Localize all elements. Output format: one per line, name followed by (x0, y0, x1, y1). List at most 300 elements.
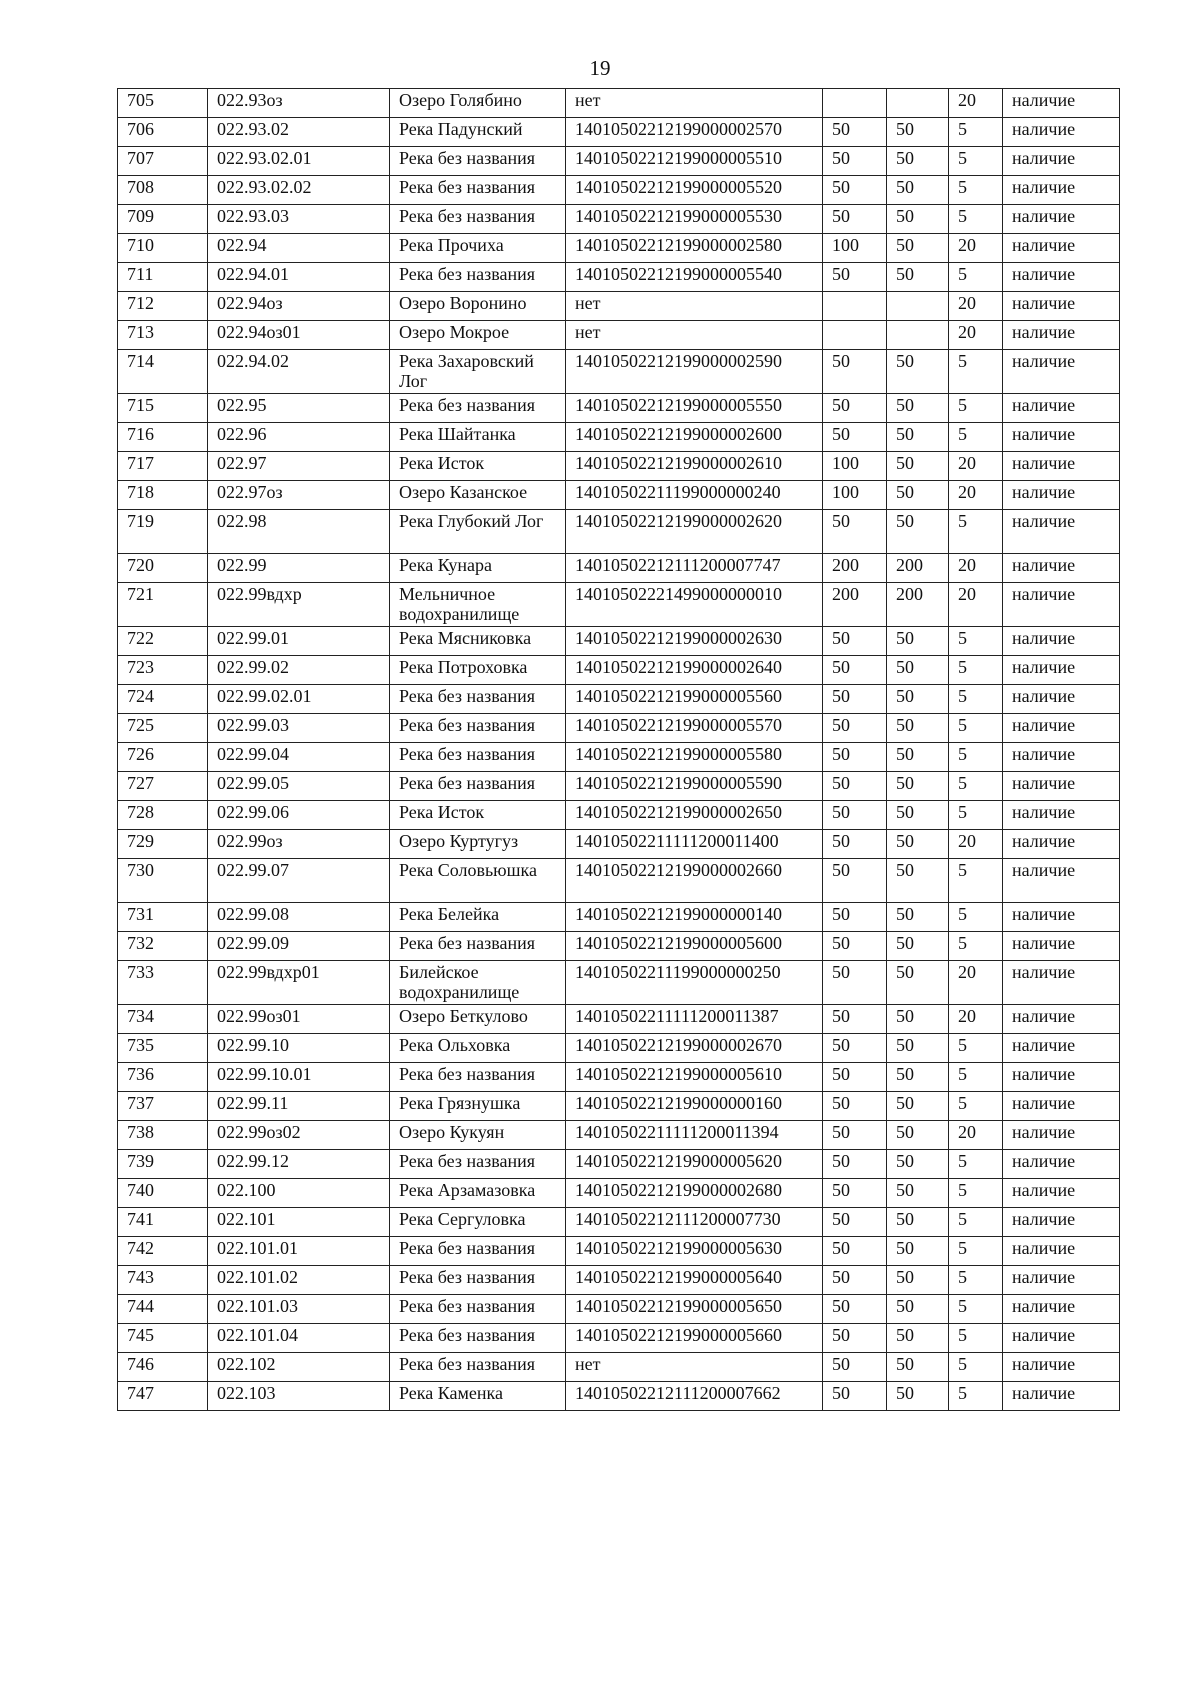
code-cell: 022.94оз01 (208, 321, 390, 350)
status-cell: наличие (1003, 176, 1120, 205)
value-c-cell: 20 (949, 452, 1003, 481)
status-cell: наличие (1003, 118, 1120, 147)
code-cell: 022.99 (208, 554, 390, 583)
registry-code-cell: 14010502212199000002580 (566, 234, 823, 263)
status-cell: наличие (1003, 292, 1120, 321)
value-c-cell: 5 (949, 772, 1003, 801)
row-number-cell: 732 (118, 932, 208, 961)
row-number-cell: 746 (118, 1353, 208, 1382)
value-c-cell: 5 (949, 714, 1003, 743)
row-number-cell: 713 (118, 321, 208, 350)
value-c-cell: 5 (949, 627, 1003, 656)
registry-code-cell: 14010502212199000002590 (566, 350, 823, 394)
code-cell: 022.103 (208, 1382, 390, 1411)
table-row (118, 1005, 1120, 1034)
registry-code-cell: нет (566, 1353, 823, 1382)
status-cell: наличие (1003, 743, 1120, 772)
registry-code-cell: 14010502212199000005660 (566, 1324, 823, 1353)
name-cell: Река без названия (390, 772, 566, 801)
code-cell: 022.95 (208, 394, 390, 423)
value-c-cell: 5 (949, 1208, 1003, 1237)
row-number-cell: 740 (118, 1179, 208, 1208)
status-cell: наличие (1003, 772, 1120, 801)
status-cell: наличие (1003, 859, 1120, 903)
value-b-cell: 50 (887, 263, 949, 292)
status-cell: наличие (1003, 1382, 1120, 1411)
code-cell: 022.99оз01 (208, 1005, 390, 1034)
value-a-cell: 50 (823, 685, 887, 714)
name-cell: Река Соловьюшка (390, 859, 566, 903)
table-row (118, 1063, 1120, 1092)
registry-code-cell: 14010502212199000005530 (566, 205, 823, 234)
name-cell: Река без названия (390, 1266, 566, 1295)
row-number-cell: 743 (118, 1266, 208, 1295)
value-c-cell: 5 (949, 147, 1003, 176)
name-cell: Река Каменка (390, 1382, 566, 1411)
value-b-cell: 50 (887, 1295, 949, 1324)
value-b-cell: 50 (887, 1150, 949, 1179)
value-b-cell (887, 292, 949, 321)
table-row (118, 263, 1120, 292)
registry-code-cell: 14010502212111200007747 (566, 554, 823, 583)
value-a-cell: 50 (823, 801, 887, 830)
code-cell: 022.99.05 (208, 772, 390, 801)
value-b-cell: 50 (887, 743, 949, 772)
row-number-cell: 721 (118, 583, 208, 627)
value-a-cell: 50 (823, 1063, 887, 1092)
value-c-cell: 5 (949, 656, 1003, 685)
code-cell: 022.97оз (208, 481, 390, 510)
table-row (118, 903, 1120, 932)
row-number-cell: 709 (118, 205, 208, 234)
table-row (118, 932, 1120, 961)
name-cell: Озеро Воронино (390, 292, 566, 321)
registry-code-cell: 14010502211111200011400 (566, 830, 823, 859)
table-row (118, 147, 1120, 176)
value-c-cell: 5 (949, 1034, 1003, 1063)
value-c-cell: 20 (949, 481, 1003, 510)
value-a-cell: 50 (823, 714, 887, 743)
value-a-cell: 50 (823, 932, 887, 961)
value-c-cell: 20 (949, 830, 1003, 859)
value-c-cell: 20 (949, 554, 1003, 583)
status-cell: наличие (1003, 234, 1120, 263)
registry-code-cell: 14010502212111200007730 (566, 1208, 823, 1237)
name-cell: Река без названия (390, 205, 566, 234)
status-cell: наличие (1003, 627, 1120, 656)
name-cell: Озеро Беткулово (390, 1005, 566, 1034)
name-cell: Река Ольховка (390, 1034, 566, 1063)
value-a-cell: 200 (823, 583, 887, 627)
table-row (118, 510, 1120, 554)
code-cell: 022.99.03 (208, 714, 390, 743)
status-cell: наличие (1003, 1063, 1120, 1092)
name-cell: Мельничное водохранилище (390, 583, 566, 627)
code-cell: 022.101.02 (208, 1266, 390, 1295)
code-cell: 022.99.04 (208, 743, 390, 772)
name-cell: Билейское водохранилище (390, 961, 566, 1005)
value-c-cell: 5 (949, 118, 1003, 147)
row-number-cell: 727 (118, 772, 208, 801)
value-b-cell: 50 (887, 510, 949, 554)
code-cell: 022.99.10 (208, 1034, 390, 1063)
value-b-cell: 50 (887, 1208, 949, 1237)
value-c-cell: 20 (949, 321, 1003, 350)
code-cell: 022.100 (208, 1179, 390, 1208)
value-c-cell: 5 (949, 423, 1003, 452)
value-c-cell: 5 (949, 350, 1003, 394)
value-b-cell: 50 (887, 1063, 949, 1092)
registry-code-cell: 14010502212199000005540 (566, 263, 823, 292)
value-a-cell: 50 (823, 1150, 887, 1179)
name-cell: Река Грязнушка (390, 1092, 566, 1121)
registry-code-cell: 14010502212199000005630 (566, 1237, 823, 1266)
registry-code-cell: 14010502212199000002610 (566, 452, 823, 481)
value-a-cell (823, 89, 887, 118)
table-row (118, 961, 1120, 1005)
name-cell: Река Захаровский Лог (390, 350, 566, 394)
name-cell: Река без названия (390, 1237, 566, 1266)
value-b-cell: 50 (887, 147, 949, 176)
code-cell: 022.94.02 (208, 350, 390, 394)
registry-code-cell: 14010502212199000002600 (566, 423, 823, 452)
status-cell: наличие (1003, 321, 1120, 350)
table-row (118, 583, 1120, 627)
value-a-cell: 50 (823, 1295, 887, 1324)
status-cell: наличие (1003, 263, 1120, 292)
value-c-cell: 5 (949, 685, 1003, 714)
code-cell: 022.99.07 (208, 859, 390, 903)
table-row (118, 554, 1120, 583)
name-cell: Река без названия (390, 394, 566, 423)
registry-code-cell: 14010502211111200011387 (566, 1005, 823, 1034)
value-c-cell: 5 (949, 394, 1003, 423)
code-cell: 022.99вдхр01 (208, 961, 390, 1005)
code-cell: 022.99.12 (208, 1150, 390, 1179)
name-cell: Озеро Голябино (390, 89, 566, 118)
value-c-cell: 5 (949, 903, 1003, 932)
value-c-cell: 5 (949, 1063, 1003, 1092)
registry-code-cell: 14010502212199000005560 (566, 685, 823, 714)
value-a-cell: 50 (823, 263, 887, 292)
value-c-cell: 5 (949, 1382, 1003, 1411)
row-number-cell: 741 (118, 1208, 208, 1237)
value-c-cell: 5 (949, 176, 1003, 205)
table-row (118, 1382, 1120, 1411)
row-number-cell: 723 (118, 656, 208, 685)
status-cell: наличие (1003, 1208, 1120, 1237)
code-cell: 022.99.10.01 (208, 1063, 390, 1092)
name-cell: Река Исток (390, 801, 566, 830)
value-b-cell: 50 (887, 205, 949, 234)
status-cell: наличие (1003, 205, 1120, 234)
value-a-cell: 50 (823, 772, 887, 801)
code-cell: 022.93.03 (208, 205, 390, 234)
value-a-cell: 50 (823, 1034, 887, 1063)
table-row (118, 452, 1120, 481)
status-cell: наличие (1003, 583, 1120, 627)
registry-code-cell: 14010502211199000000250 (566, 961, 823, 1005)
table-row (118, 1266, 1120, 1295)
table-row (118, 1295, 1120, 1324)
status-cell: наличие (1003, 350, 1120, 394)
table-row (118, 830, 1120, 859)
value-a-cell: 100 (823, 234, 887, 263)
value-a-cell: 50 (823, 1237, 887, 1266)
value-a-cell: 100 (823, 481, 887, 510)
code-cell: 022.101.01 (208, 1237, 390, 1266)
value-b-cell: 50 (887, 830, 949, 859)
row-number-cell: 711 (118, 263, 208, 292)
value-b-cell: 50 (887, 859, 949, 903)
registry-code-cell: 14010502211111200011394 (566, 1121, 823, 1150)
name-cell: Река Мясниковка (390, 627, 566, 656)
name-cell: Река без названия (390, 147, 566, 176)
value-a-cell: 50 (823, 394, 887, 423)
table-row (118, 423, 1120, 452)
value-a-cell: 200 (823, 554, 887, 583)
name-cell: Озеро Мокрое (390, 321, 566, 350)
registry-code-cell: 14010502212199000005510 (566, 147, 823, 176)
registry-code-cell: 14010502212199000002630 (566, 627, 823, 656)
code-cell: 022.96 (208, 423, 390, 452)
value-c-cell: 5 (949, 859, 1003, 903)
name-cell: Река Сергуловка (390, 1208, 566, 1237)
value-b-cell: 50 (887, 961, 949, 1005)
value-a-cell: 50 (823, 1266, 887, 1295)
table-row (118, 772, 1120, 801)
code-cell: 022.93оз (208, 89, 390, 118)
value-c-cell: 5 (949, 1179, 1003, 1208)
table-row (118, 1208, 1120, 1237)
registry-code-cell: 14010502212199000002570 (566, 118, 823, 147)
table-row (118, 1353, 1120, 1382)
registry-code-cell: 14010502212199000000140 (566, 903, 823, 932)
status-cell: наличие (1003, 656, 1120, 685)
value-c-cell: 20 (949, 234, 1003, 263)
status-cell: наличие (1003, 554, 1120, 583)
row-number-cell: 716 (118, 423, 208, 452)
value-a-cell: 50 (823, 118, 887, 147)
value-a-cell: 50 (823, 1208, 887, 1237)
value-a-cell: 50 (823, 510, 887, 554)
code-cell: 022.99.06 (208, 801, 390, 830)
name-cell: Река Кунара (390, 554, 566, 583)
code-cell: 022.94 (208, 234, 390, 263)
value-a-cell: 50 (823, 205, 887, 234)
value-a-cell: 50 (823, 1092, 887, 1121)
code-cell: 022.93.02 (208, 118, 390, 147)
status-cell: наличие (1003, 1353, 1120, 1382)
registry-code-cell: 14010502212199000005600 (566, 932, 823, 961)
value-a-cell: 50 (823, 961, 887, 1005)
value-a-cell: 50 (823, 743, 887, 772)
code-cell: 022.102 (208, 1353, 390, 1382)
name-cell: Река Белейка (390, 903, 566, 932)
row-number-cell: 705 (118, 89, 208, 118)
code-cell: 022.99вдхр (208, 583, 390, 627)
registry-code-cell: 14010502212199000005570 (566, 714, 823, 743)
registry-code-cell: 14010502212199000002660 (566, 859, 823, 903)
status-cell: наличие (1003, 932, 1120, 961)
registry-code-cell: 14010502212199000002620 (566, 510, 823, 554)
value-b-cell: 50 (887, 772, 949, 801)
code-cell: 022.99.01 (208, 627, 390, 656)
value-b-cell: 50 (887, 627, 949, 656)
status-cell: наличие (1003, 1295, 1120, 1324)
name-cell: Река Шайтанка (390, 423, 566, 452)
name-cell: Озеро Кукуян (390, 1121, 566, 1150)
registry-code-cell: 14010502212199000005610 (566, 1063, 823, 1092)
table-row (118, 176, 1120, 205)
row-number-cell: 725 (118, 714, 208, 743)
value-b-cell: 50 (887, 1382, 949, 1411)
value-c-cell: 20 (949, 292, 1003, 321)
table-row (118, 394, 1120, 423)
value-b-cell: 50 (887, 1092, 949, 1121)
row-number-cell: 714 (118, 350, 208, 394)
registry-code-cell: 14010502211199000000240 (566, 481, 823, 510)
table-row (118, 743, 1120, 772)
registry-code-cell: 14010502212199000002680 (566, 1179, 823, 1208)
registry-code-cell: 14010502212111200007662 (566, 1382, 823, 1411)
table-row (118, 1121, 1120, 1150)
value-a-cell: 50 (823, 423, 887, 452)
row-number-cell: 738 (118, 1121, 208, 1150)
value-a-cell: 50 (823, 627, 887, 656)
value-c-cell: 20 (949, 961, 1003, 1005)
table-row (118, 859, 1120, 903)
value-c-cell: 5 (949, 205, 1003, 234)
name-cell: Река без названия (390, 743, 566, 772)
value-a-cell: 50 (823, 830, 887, 859)
row-number-cell: 737 (118, 1092, 208, 1121)
code-cell: 022.98 (208, 510, 390, 554)
code-cell: 022.101.04 (208, 1324, 390, 1353)
status-cell: наличие (1003, 394, 1120, 423)
value-a-cell (823, 292, 887, 321)
value-b-cell: 200 (887, 554, 949, 583)
table-row (118, 1092, 1120, 1121)
name-cell: Река Потроховка (390, 656, 566, 685)
registry-code-cell: 14010502221499000000010 (566, 583, 823, 627)
row-number-cell: 726 (118, 743, 208, 772)
page-number: 19 (589, 56, 611, 80)
status-cell: наличие (1003, 1266, 1120, 1295)
value-b-cell: 50 (887, 903, 949, 932)
name-cell: Река без названия (390, 1353, 566, 1382)
value-a-cell: 50 (823, 147, 887, 176)
table-body (118, 89, 1120, 1411)
table-row (118, 234, 1120, 263)
code-cell: 022.99.11 (208, 1092, 390, 1121)
table-row (118, 685, 1120, 714)
table-row (118, 89, 1120, 118)
name-cell: Река без названия (390, 1324, 566, 1353)
table-row (118, 1324, 1120, 1353)
code-cell: 022.99.02 (208, 656, 390, 685)
code-cell: 022.101 (208, 1208, 390, 1237)
registry-code-cell: нет (566, 321, 823, 350)
value-a-cell: 50 (823, 1382, 887, 1411)
code-cell: 022.94.01 (208, 263, 390, 292)
status-cell: наличие (1003, 1005, 1120, 1034)
value-b-cell: 50 (887, 350, 949, 394)
value-b-cell: 50 (887, 685, 949, 714)
status-cell: наличие (1003, 1237, 1120, 1266)
status-cell: наличие (1003, 423, 1120, 452)
value-a-cell: 50 (823, 859, 887, 903)
value-c-cell: 5 (949, 510, 1003, 554)
name-cell: Озеро Казанское (390, 481, 566, 510)
value-c-cell: 5 (949, 932, 1003, 961)
name-cell: Река без названия (390, 932, 566, 961)
status-cell: наличие (1003, 714, 1120, 743)
row-number-cell: 720 (118, 554, 208, 583)
name-cell: Река без названия (390, 1295, 566, 1324)
value-b-cell: 50 (887, 481, 949, 510)
status-cell: наличие (1003, 1150, 1120, 1179)
row-number-cell: 715 (118, 394, 208, 423)
value-c-cell: 20 (949, 89, 1003, 118)
name-cell: Река Исток (390, 452, 566, 481)
table-row (118, 714, 1120, 743)
table-row (118, 656, 1120, 685)
code-cell: 022.93.02.01 (208, 147, 390, 176)
name-cell: Река без названия (390, 263, 566, 292)
table-row (118, 292, 1120, 321)
value-b-cell: 50 (887, 1266, 949, 1295)
table-row (118, 350, 1120, 394)
value-c-cell: 5 (949, 1324, 1003, 1353)
value-a-cell: 50 (823, 1353, 887, 1382)
row-number-cell: 744 (118, 1295, 208, 1324)
value-c-cell: 5 (949, 1237, 1003, 1266)
value-a-cell: 50 (823, 1324, 887, 1353)
value-c-cell: 5 (949, 801, 1003, 830)
row-number-cell: 733 (118, 961, 208, 1005)
value-b-cell: 50 (887, 452, 949, 481)
value-b-cell: 50 (887, 423, 949, 452)
value-b-cell: 50 (887, 118, 949, 147)
status-cell: наличие (1003, 1179, 1120, 1208)
value-a-cell: 50 (823, 1179, 887, 1208)
code-cell: 022.99оз02 (208, 1121, 390, 1150)
value-c-cell: 5 (949, 263, 1003, 292)
name-cell: Река Глубокий Лог (390, 510, 566, 554)
name-cell: Река без названия (390, 176, 566, 205)
table-row (118, 801, 1120, 830)
row-number-cell: 747 (118, 1382, 208, 1411)
status-cell: наличие (1003, 1324, 1120, 1353)
table-row (118, 321, 1120, 350)
status-cell: наличие (1003, 89, 1120, 118)
value-b-cell: 50 (887, 1324, 949, 1353)
registry-code-cell: 14010502212199000005650 (566, 1295, 823, 1324)
name-cell: Река Арзамазовка (390, 1179, 566, 1208)
status-cell: наличие (1003, 903, 1120, 932)
row-number-cell: 734 (118, 1005, 208, 1034)
status-cell: наличие (1003, 830, 1120, 859)
table-row (118, 1034, 1120, 1063)
row-number-cell: 742 (118, 1237, 208, 1266)
name-cell: Река без названия (390, 1150, 566, 1179)
value-c-cell: 20 (949, 1121, 1003, 1150)
name-cell: Река Прочиха (390, 234, 566, 263)
value-b-cell: 50 (887, 1034, 949, 1063)
value-b-cell (887, 321, 949, 350)
value-c-cell: 5 (949, 1266, 1003, 1295)
